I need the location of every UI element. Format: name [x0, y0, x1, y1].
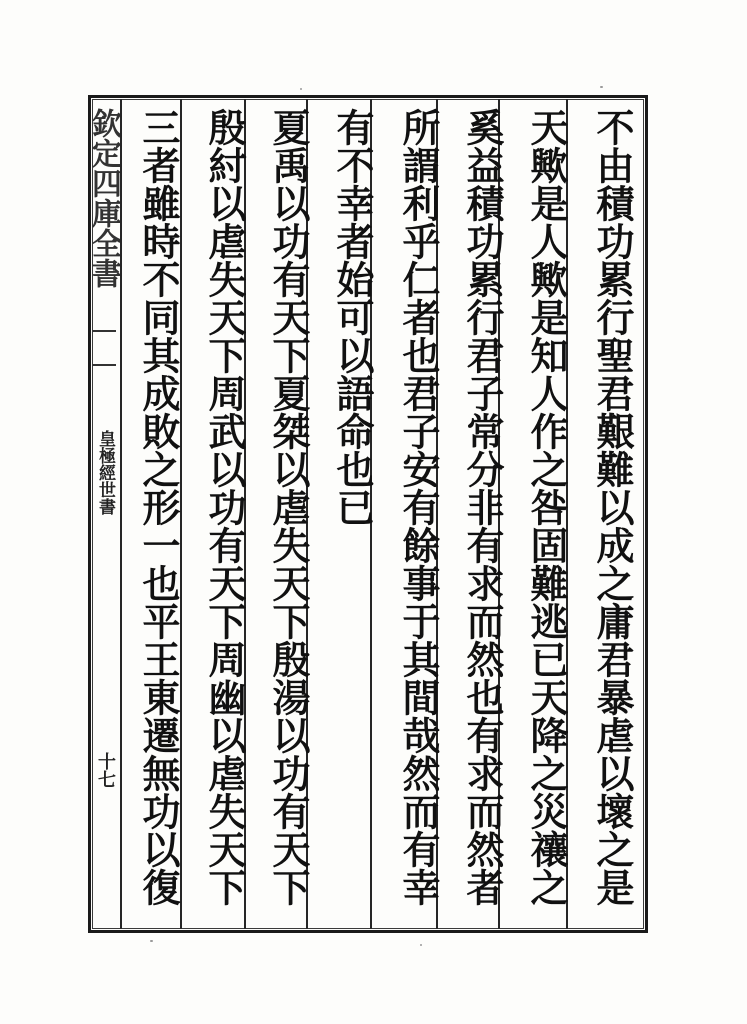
- text-column-8: 三者雖時不同其成敗之形一也平王東遷無功以復: [136, 108, 181, 906]
- page-number: 十七: [95, 752, 116, 788]
- fishtail-mark: [92, 330, 116, 366]
- scan-speckle: [150, 940, 153, 942]
- text-column-4: 所謂利乎仁者也君子安有餘事于其間哉然而有幸: [396, 108, 441, 906]
- scan-speckle: [600, 86, 603, 88]
- scan-speckle: [300, 88, 302, 90]
- text-column-7: 殷紂以虐失天下周武以功有天下周幽以虐失天下: [202, 108, 247, 906]
- text-column-2: 天歟是人歟是知人作之咎固難逃已天降之災禳之: [524, 108, 569, 906]
- scan-speckle: [420, 944, 422, 946]
- text-column-3: 奚益積功累行君子常分非有求而然也有求而然者: [460, 108, 505, 906]
- text-column-1: 不由積功累行聖君艱難以成之庸君暴虐以壞之是: [590, 108, 635, 906]
- text-column-6: 夏禹以功有天下夏桀以虐失天下殷湯以功有天下: [266, 108, 311, 906]
- book-title: 皇極經世書: [95, 430, 115, 515]
- collection-title: 欽定四庫全書: [86, 108, 121, 288]
- column-rule: [120, 99, 122, 929]
- text-column-5: 有不幸者始可以語命也已: [330, 108, 375, 526]
